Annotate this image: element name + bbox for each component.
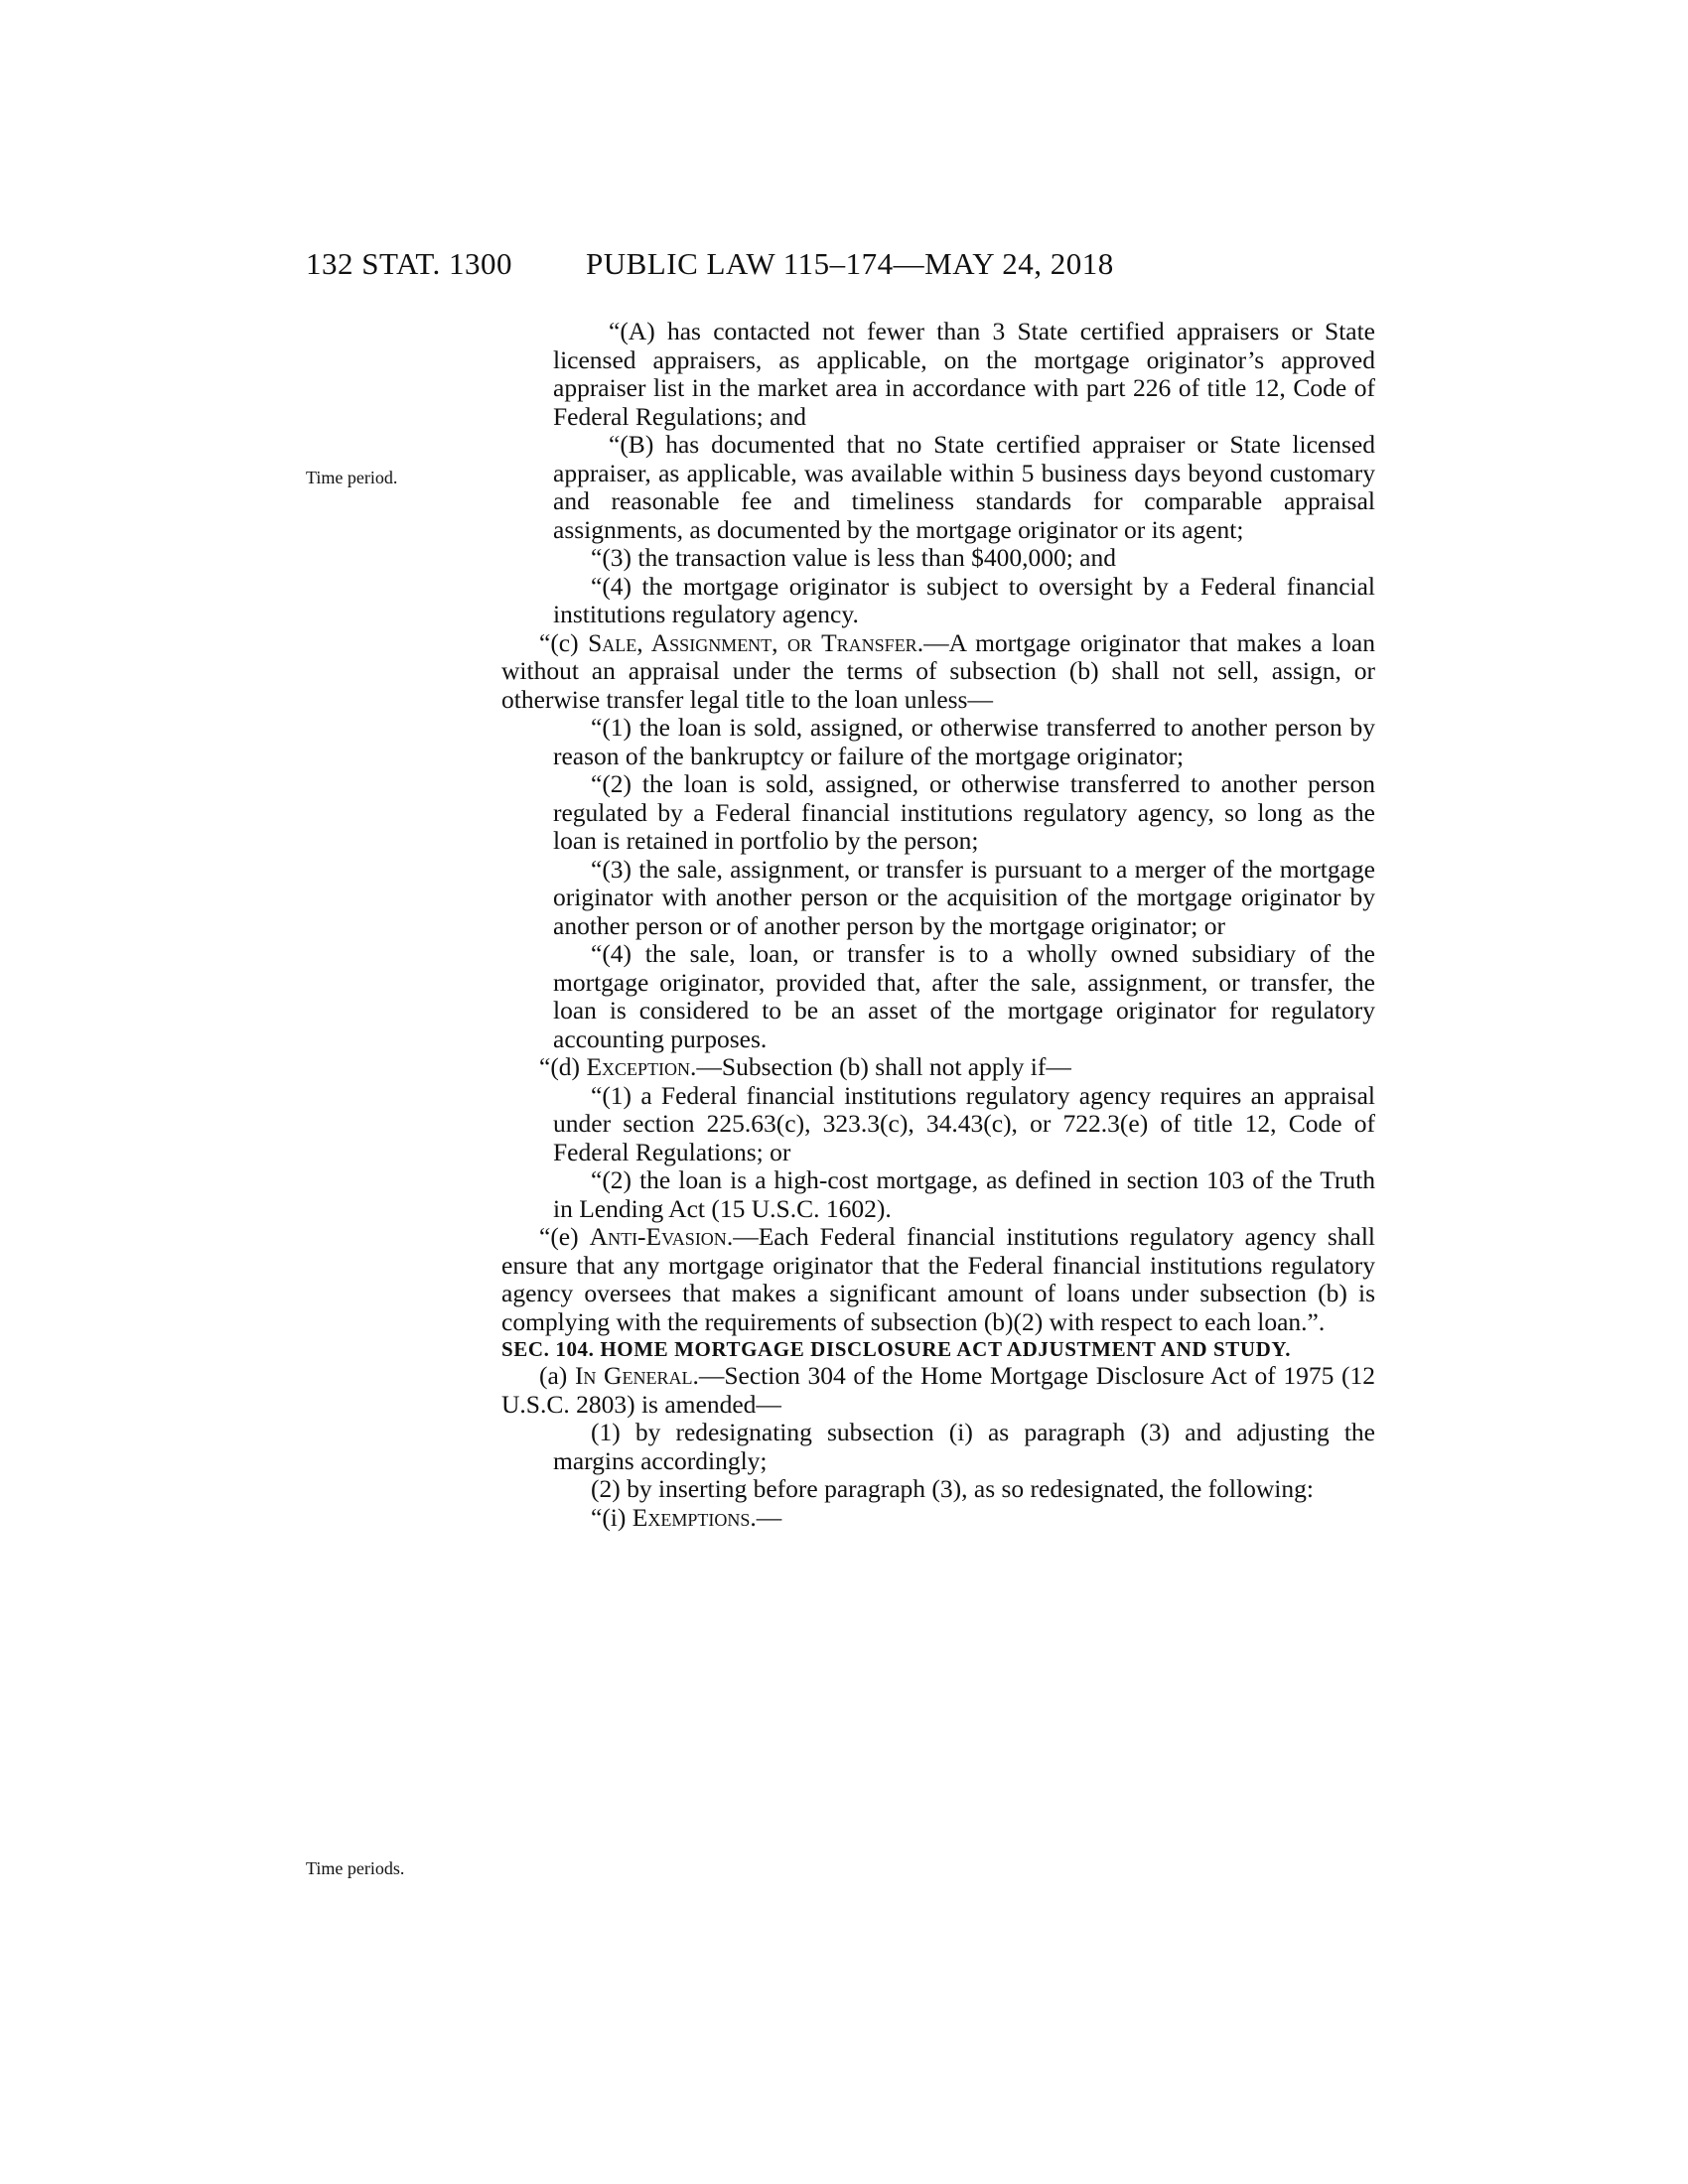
subsection-d-2: “(2) the loan is a high-cost mortgage, as defined in section 103 of the Truth in Lending Act (15 U.S.C. 1602). [553, 1165, 1375, 1223]
paragraph-4: “(4) the mortgage originator is subject to oversight by a Federal financial institutions regulatory agency. [553, 571, 1375, 628]
subsection-d-text: .—Subsection (b) shall not apply if— [690, 1052, 1071, 1081]
section-104-heading: SEC. 104. HOME MORTGAGE DISCLOSURE ACT ADJUSTMENT AND STUDY. [501, 1337, 1292, 1361]
page-number: 132 STAT. 1300 [306, 246, 513, 281]
margin-note-time-period: Time period. [306, 468, 398, 487]
section-104-a-heading: In General [574, 1361, 693, 1390]
subsection-c-3: “(3) the sale, assignment, or transfer is pursuant to a merger of the mortgage originator with another person or the acquisition of the mortgage originator by another person or of another person by the mortgage originator; or [553, 854, 1375, 940]
subsection-e [501, 1223, 1375, 1336]
subsection-d-heading: Exception [586, 1052, 691, 1081]
section-104-a-1: (1) by redesignating subsection (i) as paragraph (3) and adjusting the margins accordingly; [553, 1418, 1375, 1475]
subsection-c [501, 629, 1375, 715]
subsection-e-text: .—Each Federal financial institutions regulatory agency shall ensure that any mortgage originator that the Federal financial institutions regulatory agency oversees that makes a significant amount of loans under subsection (b) is complying with the requirements of subsection (b)(2) with respect to each loan.”. [501, 1222, 1375, 1336]
subsection-e-prefix: “(e) [539, 1222, 590, 1251]
paragraph-3: “(3) the transaction value is less than $400,000; and [591, 543, 1116, 572]
subsection-i-prefix: “(i) [591, 1502, 633, 1532]
section-104-a-text: .—Section 304 of the Home Mortgage Disclosure Act of 1975 (12 U.S.C. 2803) is amended— [501, 1361, 1375, 1419]
section-104-a-2: (2) by inserting before paragraph (3), as so redesignated, the following: [591, 1474, 1314, 1503]
section-104-a-prefix: (a) [539, 1361, 575, 1390]
subsection-i-heading: Exemptions [632, 1502, 751, 1532]
clause-a: “(A) has contacted not fewer than 3 State certified appraisers or State licensed appraisers, as applicable, on the mortgage originator’s approved appraiser list in the market area in accordance with part 226 of title 12, Code of Federal Regulations; and [553, 317, 1375, 431]
clause-b: “(B) has documented that no State certified appraiser or State licensed appraiser, as applicable, was available within 5 business days beyond customary and reasonable fee and timeliness standards for comparable appraisal assignments, as documented by the mortgage originator or its agent; [553, 430, 1375, 544]
margin-note-time-periods: Time periods. [306, 1858, 405, 1878]
subsection-e-heading: Anti-Evasion [589, 1222, 727, 1251]
subsection-i-text: .— [750, 1502, 782, 1532]
subsection-d [501, 1053, 1375, 1082]
subsection-c-text: .—A mortgage originator that makes a loan without an appraisal under the terms of subsection (b) shall not sell, assign, or otherwise transfer legal title to the loan unless— [501, 627, 1376, 714]
subsection-c-4: “(4) the sale, loan, or transfer is to a wholly owned subsidiary of the mortgage originator, provided that, after the sale, assignment, or transfer, the loan is considered to be an asset of the mortgage originator for regulatory accounting purposes. [553, 939, 1375, 1053]
subsection-i-exemptions [501, 1504, 1375, 1533]
subsection-c-prefix: “(c) [539, 627, 589, 657]
section-104-a [501, 1362, 1375, 1419]
subsection-c-1: “(1) the loan is sold, assigned, or otherwise transferred to another person by reason of the bankruptcy or failure of the mortgage originator; [553, 713, 1375, 770]
running-head: PUBLIC LAW 115–174—MAY 24, 2018 [586, 246, 1114, 281]
subsection-c-2: “(2) the loan is sold, assigned, or otherwise transferred to another person regulated by a Federal financial institutions regulatory agency, so long as the loan is retained in portfolio by the person; [553, 769, 1375, 855]
subsection-d-prefix: “(d) [539, 1052, 587, 1081]
subsection-c-heading: Sale, Assignment, or Transfer [588, 627, 917, 657]
subsection-d-1: “(1) a Federal financial institutions regulatory agency requires an appraisal under section 225.63(c), 323.3(c), 34.43(c), or 722.3(e) of title 12, Code of Federal Regulations; or [553, 1080, 1375, 1166]
statute-body [501, 318, 1375, 1532]
